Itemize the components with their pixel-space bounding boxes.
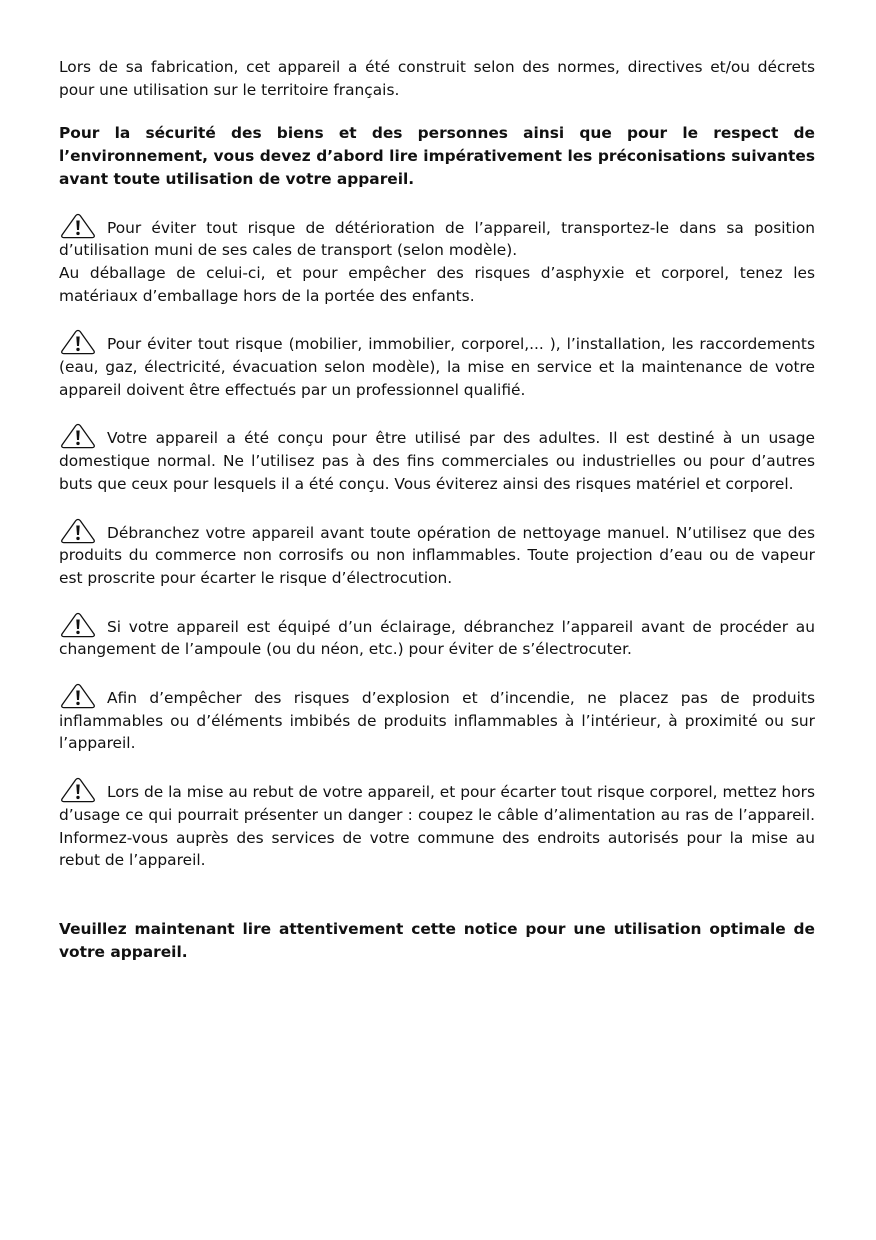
warning-item	[59, 213, 815, 308]
warning-item	[59, 777, 815, 872]
warning-icon	[59, 423, 97, 449]
warning-text: Votre appareil a été conçu pour être utilisé par des adultes. Il est destiné à un usage domestique normal. Ne l’utilisez pas à des fins commerciales ou industrielles ou pour d’autres buts que ceux pour lesquels il a été conçu. Vous éviterez ainsi des risques matériel et corporel.	[59, 429, 815, 493]
warning-extra-text: Au déballage de celui-ci, et pour empêcher des risques d’asphyxie et corporel, tenez les matériaux d’emballage hors de la portée des enfants.	[59, 263, 815, 305]
closing-paragraph: Veuillez maintenant lire attentivement cette notice pour une utilisation optimale de votre appareil.	[59, 919, 815, 961]
warning-item	[59, 423, 815, 495]
warning-icon	[59, 612, 97, 638]
intro-paragraph: Lors de sa fabrication, cet appareil a été construit selon des normes, directives et/ou décrets pour une utilisation sur le territoire français.	[59, 58, 815, 99]
warning-text: Si votre appareil est équipé d’un éclairage, débranchez l’appareil avant de procéder au changement de l’ampoule (ou du néon, etc.) pour éviter de s’électrocuter.	[59, 617, 815, 659]
document-page	[59, 56, 815, 963]
warning-text: Débranchez votre appareil avant toute opération de nettoyage manuel. N’utilisez que des produits du commerce non corrosifs ou non inflammables. Toute projection d’eau ou de vapeur est proscrite pour écarter le risque d’électrocution.	[59, 523, 815, 587]
warning-icon	[59, 329, 97, 355]
warning-text: Pour éviter tout risque de détérioration de l’appareil, transportez-le dans sa position d’utilisation muni de ses cales de transport (selon modèle).	[59, 218, 815, 260]
warning-text: Afin d’empêcher des risques d’explosion et d’incendie, ne placez pas de produits inflammables ou d’éléments imbibés de produits inflammables à l’intérieur, à proximité ou sur l’appareil.	[59, 689, 815, 753]
warning-icon	[59, 777, 97, 803]
warning-item	[59, 518, 815, 590]
warning-icon	[59, 213, 97, 239]
warning-icon	[59, 683, 97, 709]
safety-heading: Pour la sécurité des biens et des personnes ainsi que pour le respect de l’environnement, vous devez d’abord lire impérativement les préconisations suivantes avant toute utilisation de votre appareil.	[59, 124, 815, 188]
warnings-list	[59, 213, 815, 872]
warning-text: Pour éviter tout risque (mobilier, immobilier, corporel,... ), l’installation, les raccordements (eau, gaz, électricité, évacuation selon modèle), la mise en service et la maintenance de votre appareil doivent être effectués par un professionnel qualifié.	[59, 335, 815, 399]
warning-text: Lors de la mise au rebut de votre appareil, et pour écarter tout risque corporel, mettez hors d’usage ce qui pourrait présenter un danger : coupez le câble d’alimentation au ras de l’appareil. Informez-vous auprès des services de votre commune des endroits autorisés pour la mise au rebut de l’appareil.	[59, 783, 815, 870]
warning-item	[59, 612, 815, 661]
warning-item	[59, 329, 815, 401]
warning-item	[59, 683, 815, 755]
warning-icon	[59, 518, 97, 544]
